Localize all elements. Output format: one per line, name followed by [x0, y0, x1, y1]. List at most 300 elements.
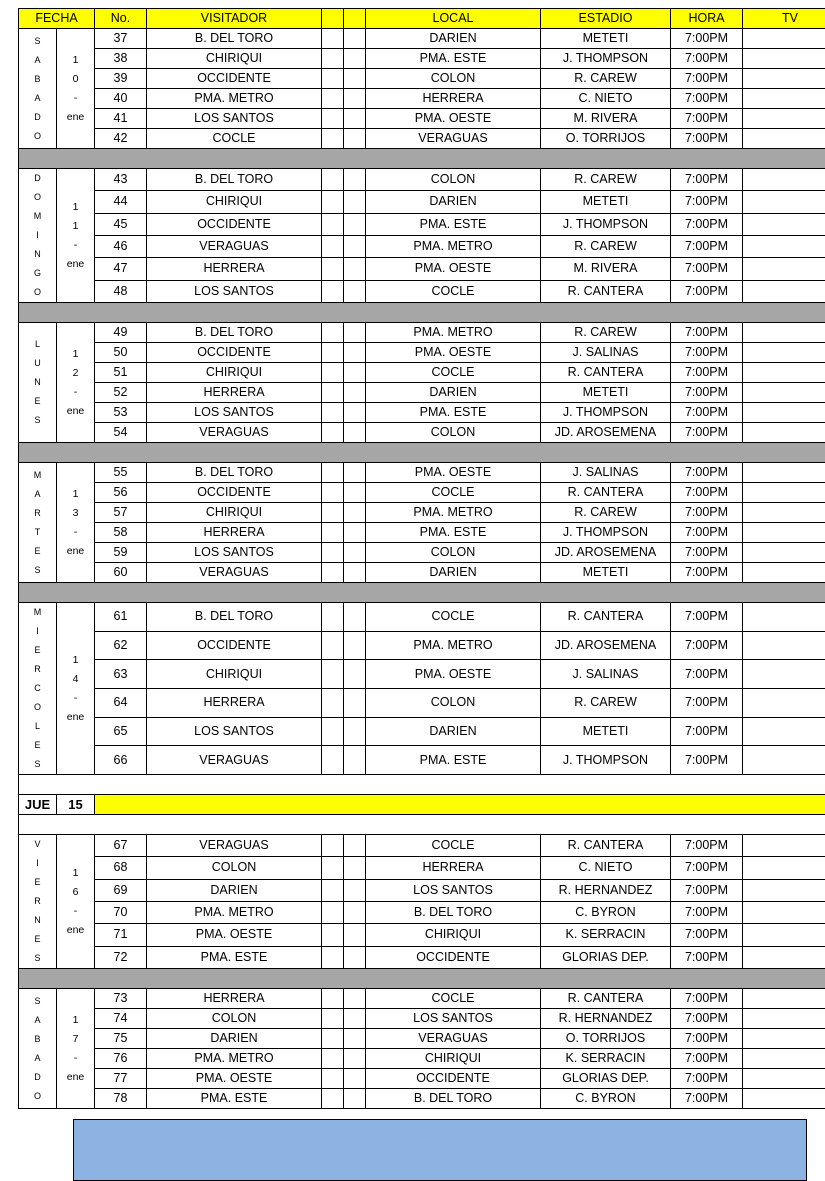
- header-spacer-2: [344, 9, 366, 29]
- visiting-team: PMA. OESTE: [147, 924, 322, 946]
- game-number: 45: [95, 213, 147, 235]
- spacer-cell-1: [322, 543, 344, 563]
- home-team: PMA. ESTE: [366, 746, 541, 775]
- stadium: J. THOMPSON: [541, 403, 671, 423]
- spacer-cell-1: [322, 1049, 344, 1069]
- spacer-cell-1: [322, 383, 344, 403]
- spacer-cell-2: [344, 631, 366, 660]
- block-separator-cell: [19, 443, 825, 463]
- home-team: OCCIDENTE: [366, 946, 541, 968]
- game-time: 7:00PM: [671, 688, 743, 717]
- home-team: LOS SANTOS: [366, 1009, 541, 1029]
- visiting-team: B. DEL TORO: [147, 29, 322, 49]
- tv-channel: [743, 169, 825, 191]
- game-number: 73: [95, 989, 147, 1009]
- stadium: J. SALINAS: [541, 660, 671, 689]
- spacer-cell-2: [344, 89, 366, 109]
- spacer-cell-1: [322, 235, 344, 257]
- tv-channel: [743, 69, 825, 89]
- table-row: [19, 403, 825, 423]
- home-team: DARIEN: [366, 29, 541, 49]
- spacer-cell-1: [322, 717, 344, 746]
- footer-area: [18, 1119, 807, 1181]
- table-row: [19, 746, 825, 775]
- spacer-cell-2: [344, 523, 366, 543]
- header-hora: HORA: [671, 9, 743, 29]
- rest-day-banner: [19, 795, 825, 815]
- day-label: S A B A D O: [19, 989, 57, 1109]
- day-label: M I E R C O L E S: [19, 603, 57, 775]
- spacer-cell-1: [322, 660, 344, 689]
- home-team: CHIRIQUI: [366, 1049, 541, 1069]
- game-number: 48: [95, 280, 147, 302]
- game-time: 7:00PM: [671, 49, 743, 69]
- visiting-team: LOS SANTOS: [147, 543, 322, 563]
- game-time: 7:00PM: [671, 946, 743, 968]
- game-time: 7:00PM: [671, 323, 743, 343]
- spacer-cell-2: [344, 363, 366, 383]
- tv-channel: [743, 1049, 825, 1069]
- game-number: 42: [95, 129, 147, 149]
- spacer-cell-2: [344, 169, 366, 191]
- game-time: 7:00PM: [671, 879, 743, 901]
- spacer-cell-1: [322, 423, 344, 443]
- tv-channel: [743, 343, 825, 363]
- tv-channel: [743, 924, 825, 946]
- stadium: R. CANTERA: [541, 835, 671, 857]
- spacer-cell-2: [344, 717, 366, 746]
- game-time: 7:00PM: [671, 563, 743, 583]
- home-team: PMA. METRO: [366, 323, 541, 343]
- stadium: R. CAREW: [541, 69, 671, 89]
- visiting-team: OCCIDENTE: [147, 343, 322, 363]
- spacer-cell-2: [344, 543, 366, 563]
- tv-channel: [743, 191, 825, 213]
- visiting-team: CHIRIQUI: [147, 660, 322, 689]
- home-team: LOS SANTOS: [366, 879, 541, 901]
- table-row: [19, 603, 825, 632]
- spacer-cell-1: [322, 343, 344, 363]
- visiting-team: B. DEL TORO: [147, 169, 322, 191]
- visiting-team: OCCIDENTE: [147, 631, 322, 660]
- header-spacer-1: [322, 9, 344, 29]
- game-number: 75: [95, 1029, 147, 1049]
- banner-fill: [95, 795, 825, 815]
- game-time: 7:00PM: [671, 343, 743, 363]
- visiting-team: PMA. METRO: [147, 89, 322, 109]
- spacer-cell-1: [322, 523, 344, 543]
- block-separator: [19, 303, 825, 323]
- date-label: 1 3 - ene: [57, 463, 95, 583]
- visiting-team: COCLE: [147, 129, 322, 149]
- tv-channel: [743, 563, 825, 583]
- stadium: GLORIAS DEP.: [541, 946, 671, 968]
- game-time: 7:00PM: [671, 1069, 743, 1089]
- spacer-cell-1: [322, 323, 344, 343]
- spacer-cell-2: [344, 235, 366, 257]
- game-number: 66: [95, 746, 147, 775]
- stadium: C. BYRON: [541, 1089, 671, 1109]
- table-row: [19, 383, 825, 403]
- date-label: 1 4 - ene: [57, 603, 95, 775]
- tv-channel: [743, 523, 825, 543]
- stadium: O. TORRIJOS: [541, 1029, 671, 1049]
- home-team: PMA. ESTE: [366, 213, 541, 235]
- home-team: COCLE: [366, 363, 541, 383]
- spacer-cell-1: [322, 603, 344, 632]
- home-team: COLON: [366, 688, 541, 717]
- spacer-cell-2: [344, 989, 366, 1009]
- stadium: J. SALINAS: [541, 343, 671, 363]
- table-row: [19, 213, 825, 235]
- visiting-team: HERRERA: [147, 688, 322, 717]
- home-team: PMA. ESTE: [366, 403, 541, 423]
- table-row: [19, 503, 825, 523]
- table-row: [19, 235, 825, 257]
- game-number: 49: [95, 323, 147, 343]
- game-number: 37: [95, 29, 147, 49]
- game-number: 58: [95, 523, 147, 543]
- game-number: 64: [95, 688, 147, 717]
- tv-channel: [743, 746, 825, 775]
- game-number: 60: [95, 563, 147, 583]
- game-number: 57: [95, 503, 147, 523]
- spacer-cell-1: [322, 746, 344, 775]
- home-team: PMA. METRO: [366, 631, 541, 660]
- game-time: 7:00PM: [671, 423, 743, 443]
- game-time: 7:00PM: [671, 857, 743, 879]
- stadium: JD. AROSEMENA: [541, 631, 671, 660]
- tv-channel: [743, 1009, 825, 1029]
- visiting-team: B. DEL TORO: [147, 323, 322, 343]
- visiting-team: HERRERA: [147, 258, 322, 280]
- game-number: 65: [95, 717, 147, 746]
- visiting-team: PMA. METRO: [147, 1049, 322, 1069]
- game-number: 70: [95, 901, 147, 923]
- home-team: COCLE: [366, 280, 541, 302]
- home-team: PMA. METRO: [366, 235, 541, 257]
- spacer-cell-2: [344, 835, 366, 857]
- visiting-team: CHIRIQUI: [147, 49, 322, 69]
- table-row: [19, 660, 825, 689]
- spacer-cell-2: [344, 857, 366, 879]
- table-row: [19, 857, 825, 879]
- game-time: 7:00PM: [671, 483, 743, 503]
- game-number: 71: [95, 924, 147, 946]
- stadium: METETI: [541, 383, 671, 403]
- game-time: 7:00PM: [671, 989, 743, 1009]
- home-team: HERRERA: [366, 857, 541, 879]
- game-number: 69: [95, 879, 147, 901]
- spacer-cell-2: [344, 879, 366, 901]
- visiting-team: VERAGUAS: [147, 235, 322, 257]
- game-time: 7:00PM: [671, 631, 743, 660]
- spacer-cell-1: [322, 688, 344, 717]
- visiting-team: VERAGUAS: [147, 423, 322, 443]
- home-team: PMA. OESTE: [366, 258, 541, 280]
- visiting-team: LOS SANTOS: [147, 109, 322, 129]
- stadium: J. THOMPSON: [541, 213, 671, 235]
- game-time: 7:00PM: [671, 69, 743, 89]
- spacer-cell-2: [344, 1009, 366, 1029]
- home-team: COLON: [366, 423, 541, 443]
- stadium: M. RIVERA: [541, 109, 671, 129]
- table-row: [19, 1089, 825, 1109]
- day-label: M A R T E S: [19, 463, 57, 583]
- spacer-cell-2: [344, 343, 366, 363]
- stadium: R. HERNANDEZ: [541, 1009, 671, 1029]
- home-team: B. DEL TORO: [366, 901, 541, 923]
- tv-channel: [743, 835, 825, 857]
- stadium: J. THOMPSON: [541, 523, 671, 543]
- spacer-cell-2: [344, 213, 366, 235]
- table-row: [19, 423, 825, 443]
- spacer-cell-1: [322, 403, 344, 423]
- spacer-cell-2: [344, 1049, 366, 1069]
- spacer-cell-2: [344, 688, 366, 717]
- spacer-cell-1: [322, 1029, 344, 1049]
- table-row: [19, 1029, 825, 1049]
- visiting-team: LOS SANTOS: [147, 403, 322, 423]
- spacer-cell-1: [322, 463, 344, 483]
- stadium: GLORIAS DEP.: [541, 1069, 671, 1089]
- game-number: 43: [95, 169, 147, 191]
- spacer-cell-1: [322, 503, 344, 523]
- table-row: [19, 631, 825, 660]
- visiting-team: HERRERA: [147, 383, 322, 403]
- spacer-cell-1: [322, 1009, 344, 1029]
- spacer-cell-2: [344, 503, 366, 523]
- banner-day: JUE: [19, 795, 57, 815]
- spacer-cell-2: [344, 483, 366, 503]
- game-time: 7:00PM: [671, 383, 743, 403]
- block-gap-cell: [19, 815, 825, 835]
- table-row: [19, 343, 825, 363]
- stadium: R. CANTERA: [541, 603, 671, 632]
- game-time: 7:00PM: [671, 191, 743, 213]
- game-number: 39: [95, 69, 147, 89]
- stadium: J. THOMPSON: [541, 49, 671, 69]
- game-number: 78: [95, 1089, 147, 1109]
- tv-channel: [743, 879, 825, 901]
- table-row: [19, 1009, 825, 1029]
- tv-channel: [743, 109, 825, 129]
- game-time: 7:00PM: [671, 109, 743, 129]
- table-row: [19, 543, 825, 563]
- stadium: K. SERRACIN: [541, 924, 671, 946]
- home-team: DARIEN: [366, 563, 541, 583]
- table-row: [19, 946, 825, 968]
- visiting-team: LOS SANTOS: [147, 717, 322, 746]
- tv-channel: [743, 688, 825, 717]
- home-team: PMA. OESTE: [366, 660, 541, 689]
- spacer-cell-1: [322, 483, 344, 503]
- spacer-cell-2: [344, 49, 366, 69]
- block-separator-cell: [19, 149, 825, 169]
- tv-channel: [743, 543, 825, 563]
- stadium: METETI: [541, 717, 671, 746]
- stadium: O. TORRIJOS: [541, 129, 671, 149]
- game-number: 55: [95, 463, 147, 483]
- spacer-cell-1: [322, 191, 344, 213]
- game-number: 68: [95, 857, 147, 879]
- game-time: 7:00PM: [671, 1089, 743, 1109]
- stadium: R. CAREW: [541, 235, 671, 257]
- stadium: R. CAREW: [541, 503, 671, 523]
- game-number: 61: [95, 603, 147, 632]
- table-row: [19, 463, 825, 483]
- stadium: J. THOMPSON: [541, 746, 671, 775]
- game-number: 54: [95, 423, 147, 443]
- table-row: [19, 835, 825, 857]
- spacer-cell-1: [322, 879, 344, 901]
- stadium: C. BYRON: [541, 901, 671, 923]
- tv-channel: [743, 631, 825, 660]
- game-number: 47: [95, 258, 147, 280]
- table-row: [19, 1069, 825, 1089]
- game-time: 7:00PM: [671, 129, 743, 149]
- block-gap-cell: [19, 775, 825, 795]
- game-time: 7:00PM: [671, 463, 743, 483]
- spacer-cell-1: [322, 49, 344, 69]
- visiting-team: DARIEN: [147, 879, 322, 901]
- game-time: 7:00PM: [671, 235, 743, 257]
- block-separator: [19, 443, 825, 463]
- stadium: C. NIETO: [541, 857, 671, 879]
- game-time: 7:00PM: [671, 901, 743, 923]
- spacer-cell-1: [322, 258, 344, 280]
- spacer-cell-1: [322, 835, 344, 857]
- block-separator-cell: [19, 583, 825, 603]
- table-row: [19, 109, 825, 129]
- header-estadio: ESTADIO: [541, 9, 671, 29]
- visiting-team: COLON: [147, 1009, 322, 1029]
- game-number: 38: [95, 49, 147, 69]
- stadium: R. CAREW: [541, 688, 671, 717]
- home-team: PMA. OESTE: [366, 343, 541, 363]
- table-row: [19, 483, 825, 503]
- header-tv: TV: [743, 9, 825, 29]
- table-row: [19, 924, 825, 946]
- schedule-table: [18, 8, 825, 1109]
- game-time: 7:00PM: [671, 403, 743, 423]
- spacer-cell-2: [344, 69, 366, 89]
- home-team: VERAGUAS: [366, 1029, 541, 1049]
- date-label: 1 7 - ene: [57, 989, 95, 1109]
- game-time: 7:00PM: [671, 1009, 743, 1029]
- spacer-cell-2: [344, 423, 366, 443]
- table-row: [19, 69, 825, 89]
- header-no: No.: [95, 9, 147, 29]
- tv-channel: [743, 483, 825, 503]
- home-team: PMA. OESTE: [366, 463, 541, 483]
- tv-channel: [743, 129, 825, 149]
- tv-channel: [743, 603, 825, 632]
- day-label: D O M I N G O: [19, 169, 57, 303]
- game-number: 62: [95, 631, 147, 660]
- home-team: PMA. METRO: [366, 503, 541, 523]
- table-row: [19, 89, 825, 109]
- game-time: 7:00PM: [671, 717, 743, 746]
- table-row: [19, 1049, 825, 1069]
- stadium: C. NIETO: [541, 89, 671, 109]
- game-number: 50: [95, 343, 147, 363]
- date-label: 1 6 - ene: [57, 835, 95, 969]
- spacer-cell-2: [344, 29, 366, 49]
- spacer-cell-1: [322, 946, 344, 968]
- game-time: 7:00PM: [671, 543, 743, 563]
- table-row: [19, 258, 825, 280]
- table-row: [19, 717, 825, 746]
- game-time: 7:00PM: [671, 924, 743, 946]
- tv-channel: [743, 363, 825, 383]
- stadium: R. CAREW: [541, 169, 671, 191]
- game-time: 7:00PM: [671, 29, 743, 49]
- game-number: 40: [95, 89, 147, 109]
- spacer-cell-2: [344, 603, 366, 632]
- visiting-team: VERAGUAS: [147, 563, 322, 583]
- visiting-team: PMA. ESTE: [147, 946, 322, 968]
- table-row: [19, 901, 825, 923]
- game-number: 76: [95, 1049, 147, 1069]
- table-row: [19, 191, 825, 213]
- game-time: 7:00PM: [671, 835, 743, 857]
- visiting-team: CHIRIQUI: [147, 191, 322, 213]
- spacer-cell-2: [344, 946, 366, 968]
- table-row: [19, 879, 825, 901]
- header-fecha: FECHA: [19, 9, 95, 29]
- stadium: R. CANTERA: [541, 483, 671, 503]
- game-time: 7:00PM: [671, 746, 743, 775]
- game-time: 7:00PM: [671, 363, 743, 383]
- game-number: 77: [95, 1069, 147, 1089]
- visiting-team: HERRERA: [147, 523, 322, 543]
- game-number: 53: [95, 403, 147, 423]
- stadium: M. RIVERA: [541, 258, 671, 280]
- stadium: METETI: [541, 563, 671, 583]
- tv-channel: [743, 235, 825, 257]
- stadium: R. CANTERA: [541, 363, 671, 383]
- game-number: 63: [95, 660, 147, 689]
- tv-channel: [743, 503, 825, 523]
- spacer-cell-1: [322, 989, 344, 1009]
- visiting-team: OCCIDENTE: [147, 69, 322, 89]
- game-number: 59: [95, 543, 147, 563]
- spacer-cell-1: [322, 69, 344, 89]
- game-time: 7:00PM: [671, 1029, 743, 1049]
- table-row: [19, 129, 825, 149]
- home-team: CHIRIQUI: [366, 924, 541, 946]
- spacer-cell-1: [322, 213, 344, 235]
- tv-channel: [743, 323, 825, 343]
- spacer-cell-1: [322, 169, 344, 191]
- block-separator-cell: [19, 303, 825, 323]
- game-number: 46: [95, 235, 147, 257]
- stadium: JD. AROSEMENA: [541, 543, 671, 563]
- home-team: COLON: [366, 543, 541, 563]
- tv-channel: [743, 213, 825, 235]
- spacer-cell-1: [322, 924, 344, 946]
- stadium: METETI: [541, 29, 671, 49]
- tv-channel: [743, 423, 825, 443]
- table-row: [19, 49, 825, 69]
- game-number: 67: [95, 835, 147, 857]
- block-separator: [19, 149, 825, 169]
- home-team: OCCIDENTE: [366, 1069, 541, 1089]
- table-row: [19, 323, 825, 343]
- home-team: DARIEN: [366, 191, 541, 213]
- visiting-team: VERAGUAS: [147, 746, 322, 775]
